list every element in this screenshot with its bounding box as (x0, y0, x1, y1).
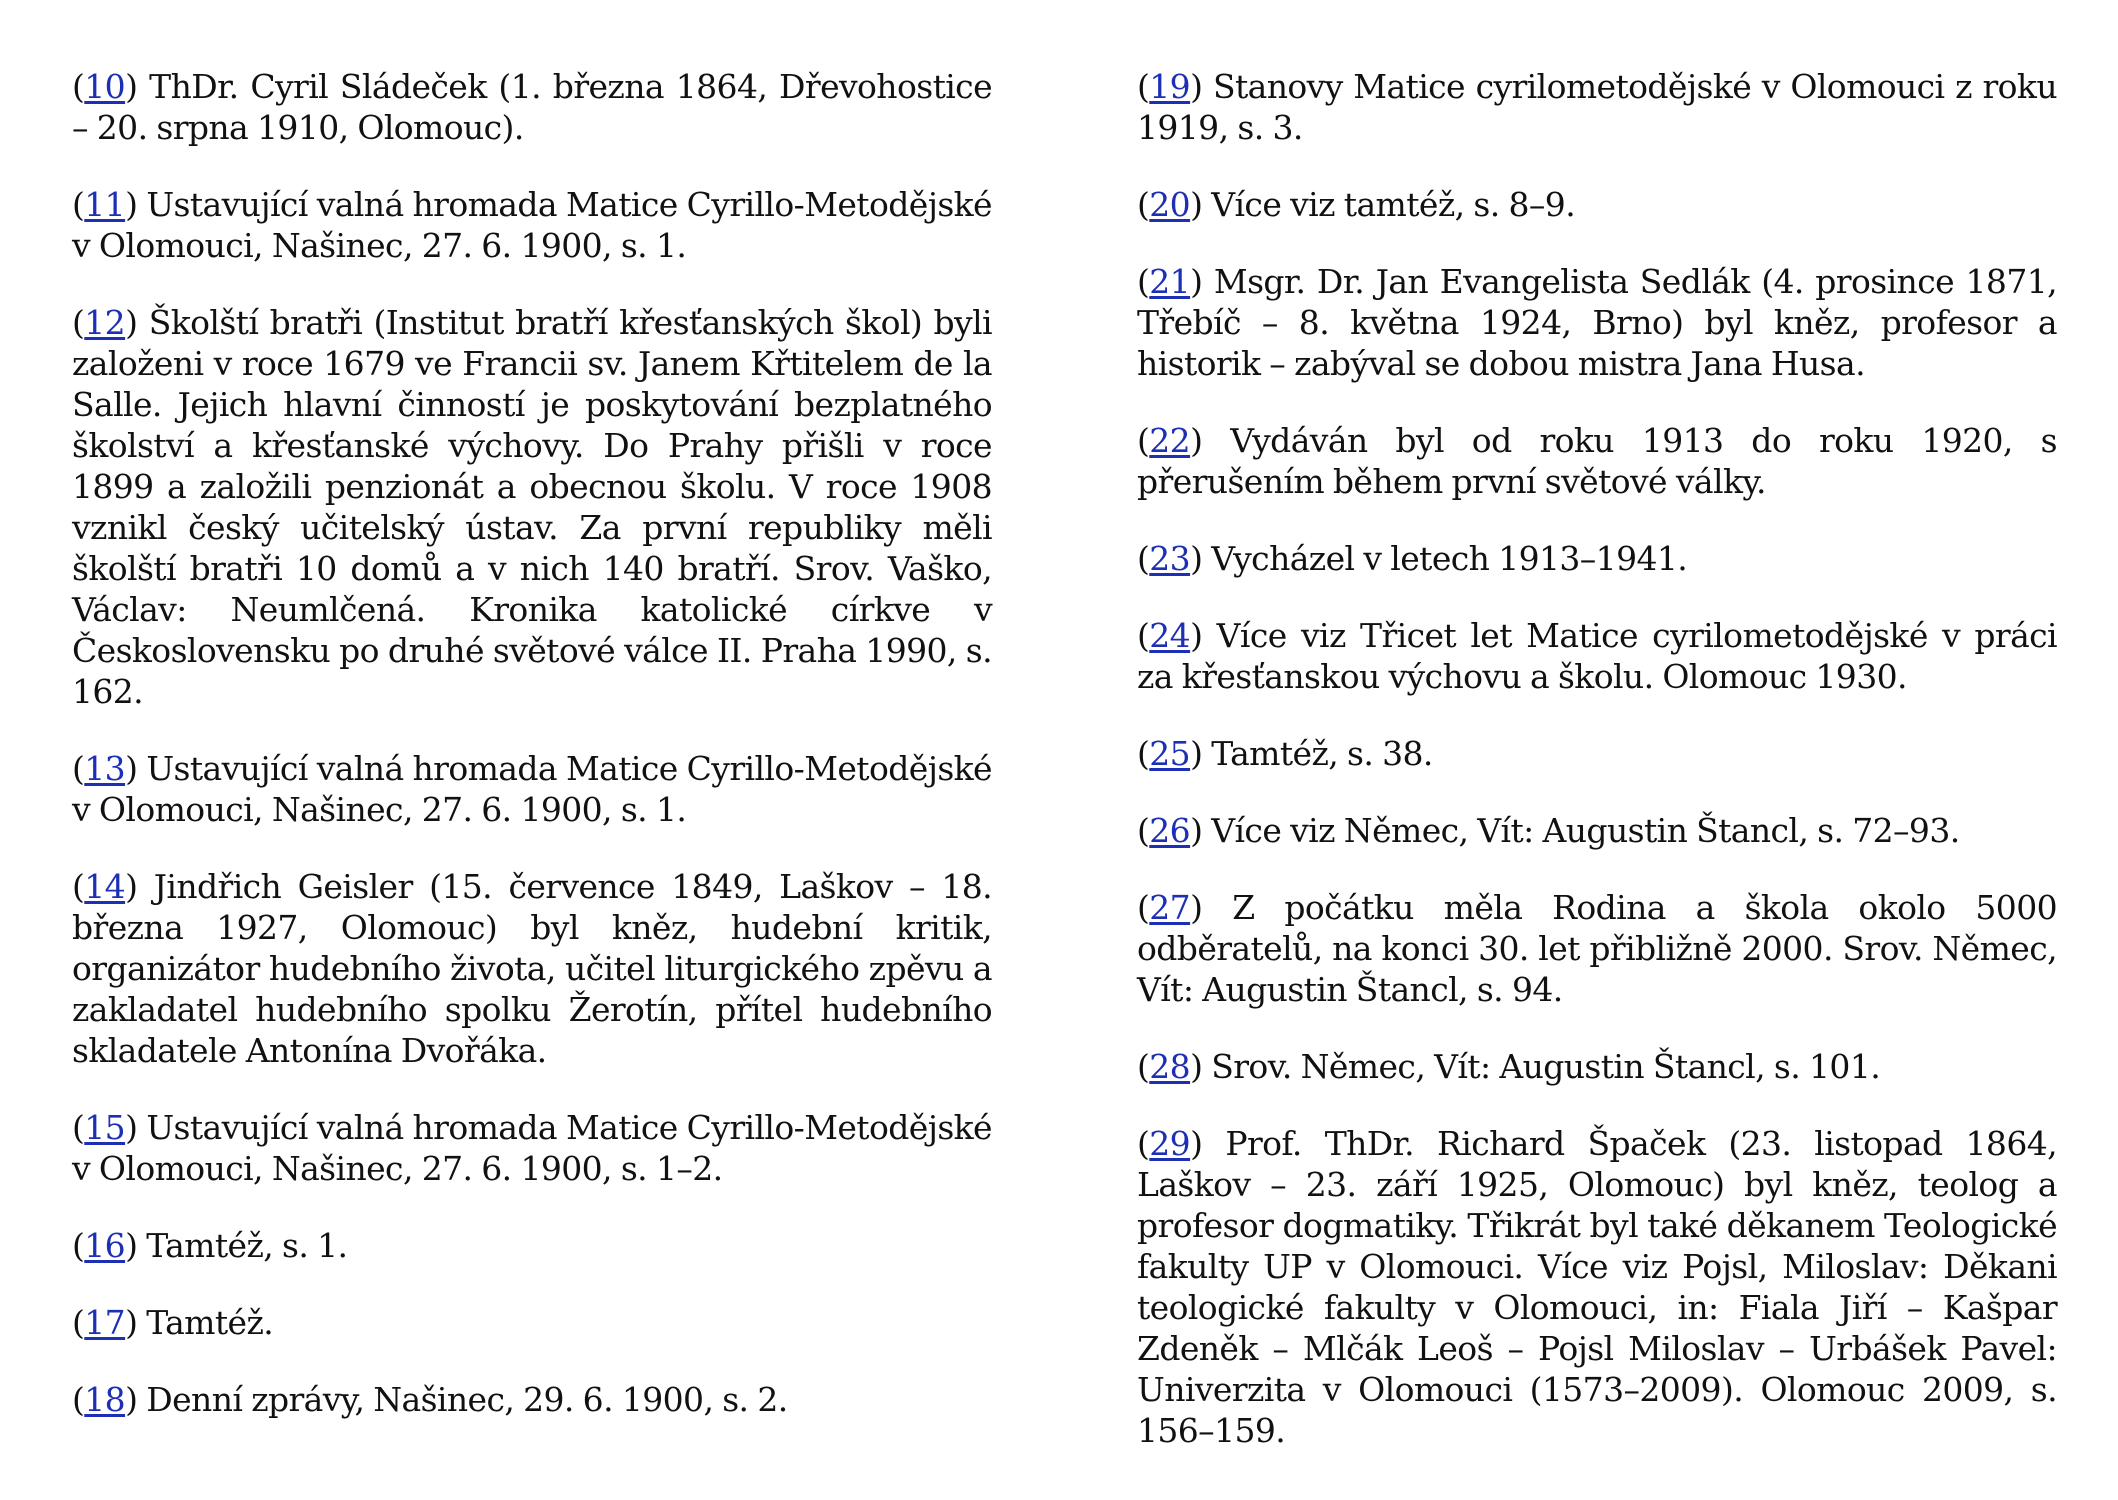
footnote-10: (10) ThDr. Cyril Sládeček (1. března 1864, Dřevohostice – 20. srpna 1910, Olomouc). (72, 67, 992, 147)
footnote-25: (25) Tamtéž, s. 38. (1137, 734, 1433, 773)
footnote-26: (26) Více viz Němec, Vít: Augustin Štancl, s. 72–93. (1137, 811, 1960, 850)
footnote-ref-link[interactable]: 12 (84, 303, 126, 342)
footnote-22: (22) Vydáván byl od roku 1913 do roku 1920, s přerušením během první světové války. (1137, 421, 2058, 501)
footnote-ref-link[interactable]: 20 (1149, 185, 1191, 224)
footnote-text: Srov. Němec, Vít: Augustin Štancl, s. 101. (1211, 1047, 1881, 1086)
footnote-ref-link[interactable]: 10 (84, 67, 126, 106)
footnote-text: ThDr. Cyril Sládeček (1. března 1864, Dřevohostice – 20. srpna 1910, Olomouc). (72, 67, 992, 147)
footnote-20: (20) Více viz tamtéž, s. 8–9. (1137, 185, 1576, 224)
footnote-text: Tamtéž, s. 1. (146, 1226, 348, 1265)
footnote-text: Ustavující valná hromada Matice Cyrillo-Metodějské v Olomouci, Našinec, 27. 6. 1900, s. 1–2. (72, 1108, 992, 1188)
footnote-text: Tamtéž. (146, 1303, 274, 1342)
footnote-text: Ustavující valná hromada Matice Cyrillo-Metodějské v Olomouci, Našinec, 27. 6. 1900, s. 1. (72, 185, 992, 265)
footnote-14: (14) Jindřich Geisler (15. července 1849, Laškov – 18. března 1927, Olomouc) byl kněz, hudební kritik, organizátor hudebního života, učitel liturgického zpěvu a zakladatel hudebního spolku Žerotín, přítel hudebního skladatele Antonína Dvořáka. (72, 867, 993, 1070)
footnote-ref-link[interactable]: 13 (84, 749, 126, 788)
footnote-21: (21) Msgr. Dr. Jan Evangelista Sedlák (4. prosince 1871, Třebíč – 8. května 1924, Brno) byl kněz, profesor a historik – zabýval se dobou mistra Jana Husa. (1137, 262, 2057, 383)
footnote-ref-link[interactable]: 17 (84, 1303, 126, 1342)
footnote-ref-link[interactable]: 24 (1149, 616, 1191, 655)
footnote-18: (18) Denní zprávy, Našinec, 29. 6. 1900, s. 2. (72, 1380, 788, 1419)
footnote-ref-link[interactable]: 16 (84, 1226, 126, 1265)
footnote-text: Msgr. Dr. Jan Evangelista Sedlák (4. prosince 1871, Třebíč – 8. května 1924, Brno) byl kněz, profesor a historik – zabýval se dobou mistra Jana Husa. (1137, 262, 2057, 383)
footnote-text: Z počátku měla Rodina a škola okolo 5000 odběratelů, na konci 30. let přibližně 2000. Srov. Němec, Vít: Augustin Štancl, s. 94. (1137, 888, 2057, 1009)
footnote-ref-link[interactable]: 14 (84, 867, 126, 906)
footnote-text: Více viz tamtéž, s. 8–9. (1211, 185, 1576, 224)
footnote-text: Jindřich Geisler (15. července 1849, Laškov – 18. března 1927, Olomouc) byl kněz, hudební kritik, organizátor hudebního života, učitel liturgického zpěvu a zakladatel hudebního spolku Žerotín, přítel hudebního skladatele Antonína Dvořáka. (72, 867, 993, 1070)
footnote-17: (17) Tamtéž. (72, 1303, 274, 1342)
footnote-text: Denní zprávy, Našinec, 29. 6. 1900, s. 2. (146, 1380, 788, 1419)
footnote-ref-link[interactable]: 22 (1149, 421, 1191, 460)
footnote-ref-link[interactable]: 27 (1149, 888, 1191, 927)
footnote-27: (27) Z počátku měla Rodina a škola okolo 5000 odběratelů, na konci 30. let přibližně 2000. Srov. Němec, Vít: Augustin Štancl, s. 94. (1137, 888, 2057, 1009)
footnote-text: Tamtéž, s. 38. (1211, 734, 1433, 773)
footnote-15: (15) Ustavující valná hromada Matice Cyrillo-Metodějské v Olomouci, Našinec, 27. 6. 1900, s. 1–2. (72, 1108, 992, 1188)
footnote-24: (24) Více viz Třicet let Matice cyrilometodějské v práci za křesťanskou výchovu a školu. Olomouc 1930. (1137, 616, 2057, 696)
footnotes-right-column (1137, 66, 2057, 1487)
footnote-ref-link[interactable]: 26 (1149, 811, 1191, 850)
footnote-text: Více viz Třicet let Matice cyrilometodějské v práci za křesťanskou výchovu a školu. Olomouc 1930. (1137, 616, 2057, 696)
footnote-13: (13) Ustavující valná hromada Matice Cyrillo-Metodějské v Olomouci, Našinec, 27. 6. 1900, s. 1. (72, 749, 992, 829)
footnote-ref-link[interactable]: 21 (1149, 262, 1191, 301)
footnote-text: Školští bratři (Institut bratří křesťanských škol) byli založeni v roce 1679 ve Francii sv. Janem Křtitelem de la Salle. Jejich hlavní činností je poskytování bezplatného školství a křesťanské výchovy. Do Prahy přišli v roce 1899 a založili penzionát a obecnou školu. V roce 1908 vznikl český učitelský ústav. Za první republiky měli školští bratři 10 domů a v nich 140 bratří. Srov. Vaško, Václav: Neumlčená. Kronika katolické církve v Československu po druhé světové válce II. Praha 1990, s. 162. (72, 303, 992, 711)
footnote-text: Vycházel v letech 1913–1941. (1211, 539, 1688, 578)
footnote-12: (12) Školští bratři (Institut bratří křesťanských škol) byli založeni v roce 1679 ve Francii sv. Janem Křtitelem de la Salle. Jejich hlavní činností je poskytování bezplatného školství a křesťanské výchovy. Do Prahy přišli v roce 1899 a založili penzionát a obecnou školu. V roce 1908 vznikl český učitelský ústav. Za první republiky měli školští bratři 10 domů a v nich 140 bratří. Srov. Vaško, Václav: Neumlčená. Kronika katolické církve v Československu po druhé světové válce II. Praha 1990, s. 162. (72, 303, 992, 711)
footnote-ref-link[interactable]: 25 (1149, 734, 1191, 773)
footnote-16: (16) Tamtéž, s. 1. (72, 1226, 348, 1265)
footnote-text: Prof. ThDr. Richard Špaček (23. listopad 1864, Laškov – 23. září 1925, Olomouc) byl kněz, teolog a profesor dogmatiky. Třikrát byl také děkanem Teologické fakulty UP v Olomouci. Více viz Pojsl, Miloslav: Děkani teologické fakulty v Olomouci, in: Fiala Jiří – Kašpar Zdeněk – Mlčák Leoš – Pojsl Miloslav – Urbášek Pavel: Univerzita v Olomouci (1573–2009). Olomouc 2009, s. 156–159. (1137, 1124, 2058, 1450)
footnote-text: Stanovy Matice cyrilometodějské v Olomouci z roku 1919, s. 3. (1137, 67, 2057, 147)
footnote-ref-link[interactable]: 11 (84, 185, 126, 224)
footnote-29: (29) Prof. ThDr. Richard Špaček (23. listopad 1864, Laškov – 23. září 1925, Olomouc) byl kněz, teolog a profesor dogmatiky. Třikrát byl také děkanem Teologické fakulty UP v Olomouci. Více viz Pojsl, Miloslav: Děkani teologické fakulty v Olomouci, in: Fiala Jiří – Kašpar Zdeněk – Mlčák Leoš – Pojsl Miloslav – Urbášek Pavel: Univerzita v Olomouci (1573–2009). Olomouc 2009, s. 156–159. (1137, 1124, 2058, 1450)
footnote-ref-link[interactable]: 28 (1149, 1047, 1191, 1086)
footnote-ref-link[interactable]: 23 (1149, 539, 1191, 578)
footnote-text: Více viz Němec, Vít: Augustin Štancl, s. 72–93. (1211, 811, 1960, 850)
footnote-ref-link[interactable]: 19 (1149, 67, 1191, 106)
footnotes-left-column (72, 66, 992, 1456)
footnote-ref-link[interactable]: 18 (84, 1380, 126, 1419)
footnote-ref-link[interactable]: 15 (84, 1108, 126, 1147)
footnote-text: Ustavující valná hromada Matice Cyrillo-Metodějské v Olomouci, Našinec, 27. 6. 1900, s. 1. (72, 749, 992, 829)
footnote-23: (23) Vycházel v letech 1913–1941. (1137, 539, 1688, 578)
footnote-28: (28) Srov. Němec, Vít: Augustin Štancl, s. 101. (1137, 1047, 1881, 1086)
footnote-text: Vydáván byl od roku 1913 do roku 1920, s přerušením během první světové války. (1137, 421, 2058, 501)
footnote-19: (19) Stanovy Matice cyrilometodějské v Olomouci z roku 1919, s. 3. (1137, 67, 2057, 147)
footnote-11: (11) Ustavující valná hromada Matice Cyrillo-Metodějské v Olomouci, Našinec, 27. 6. 1900, s. 1. (72, 185, 992, 265)
footnote-ref-link[interactable]: 29 (1149, 1124, 1191, 1163)
